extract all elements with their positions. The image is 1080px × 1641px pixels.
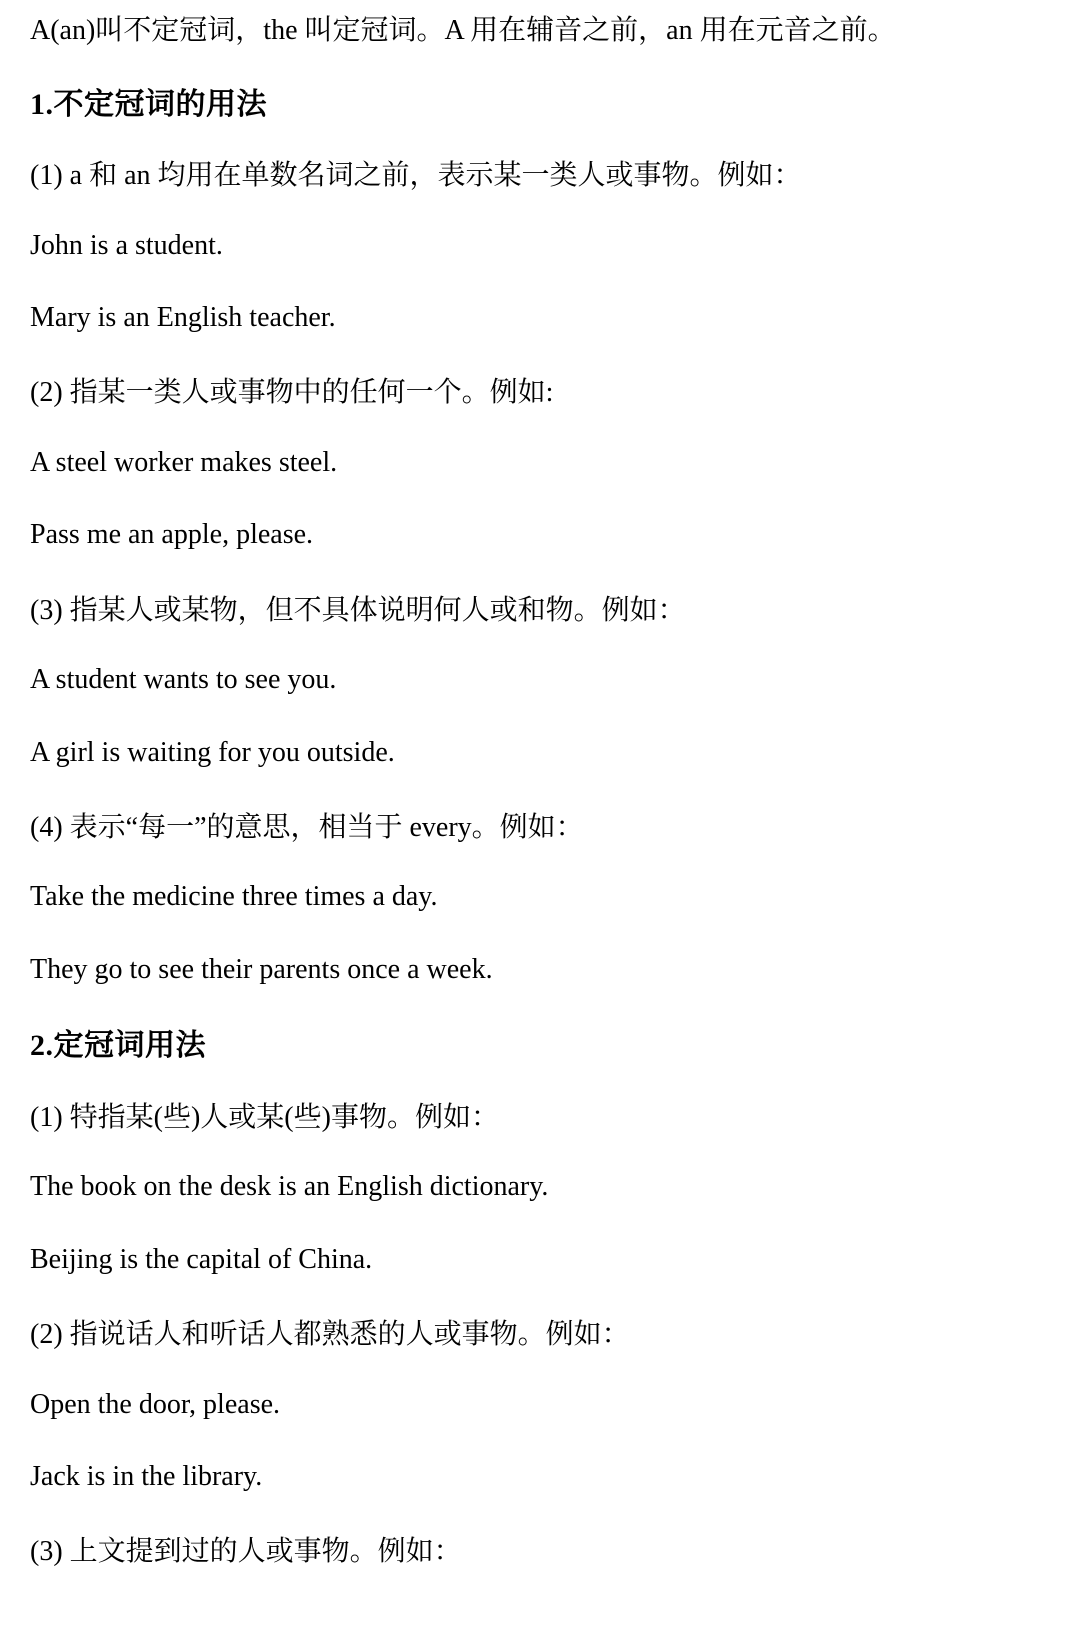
intro-paragraph: A(an)叫不定冠词，the 叫定冠词。A 用在辅音之前，an 用在元音之前。	[30, 15, 896, 47]
rule-item: (1) 特指某(些)人或某(些)事物。例如：	[30, 1101, 499, 1133]
example-sentence: Open the door, please.	[30, 1388, 281, 1420]
example-sentence: Mary is an English teacher.	[30, 301, 336, 333]
rule-item: (4) 表示“每一”的意思，相当于 every。例如：	[30, 812, 584, 844]
example-sentence: Take the medicine three times a day.	[30, 881, 438, 913]
example-sentence: Jack is in the library.	[30, 1460, 263, 1492]
example-sentence: A student wants to see you.	[30, 664, 337, 696]
example-sentence: The book on the desk is an English dictionary.	[30, 1171, 549, 1203]
example-sentence: A steel worker makes steel.	[30, 446, 338, 478]
section-heading-1: 1.不定冠词的用法	[30, 87, 267, 121]
rule-item: (3) 指某人或某物，但不具体说明何人或和物。例如：	[30, 594, 686, 626]
section-heading-2: 2.定冠词用法	[30, 1029, 206, 1063]
rule-item: (1) a 和 an 均用在单数名词之前，表示某一类人或事物。例如：	[30, 160, 802, 192]
rule-item: (3) 上文提到过的人或事物。例如：	[30, 1536, 462, 1568]
example-sentence: They go to see their parents once a week.	[30, 953, 493, 985]
example-sentence: Pass me an apple, please.	[30, 519, 314, 551]
example-sentence: A girl is waiting for you outside.	[30, 736, 395, 768]
rule-item: (2) 指说话人和听话人都熟悉的人或事物。例如：	[30, 1319, 630, 1351]
example-sentence: Beijing is the capital of China.	[30, 1243, 373, 1275]
example-sentence: John is a student.	[30, 229, 223, 261]
rule-item: (2) 指某一类人或事物中的任何一个。例如:	[30, 377, 554, 409]
